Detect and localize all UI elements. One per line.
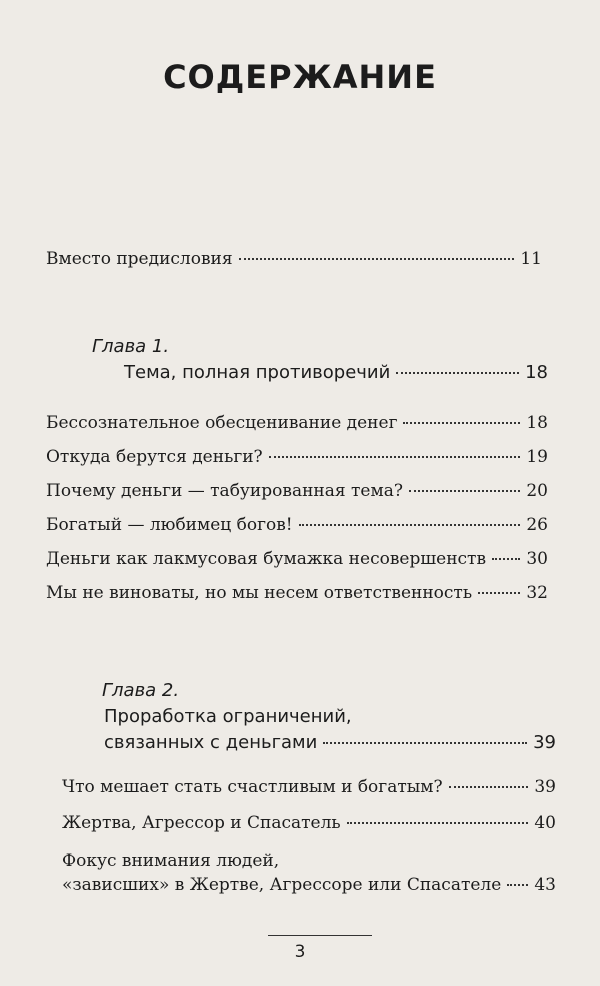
leader-dots xyxy=(323,742,527,744)
toc-entry-text: Почему деньги — табуированная тема? xyxy=(46,481,403,501)
chapter-1-label: Глава 1. xyxy=(92,336,170,357)
chapter-page: 18 xyxy=(525,362,548,383)
toc-entry xyxy=(46,446,548,468)
toc-entry xyxy=(62,874,556,896)
toc-entry xyxy=(62,812,556,834)
chapter-2-title-line1: Проработка ограничений, xyxy=(104,706,352,727)
leader-dots xyxy=(409,490,520,492)
toc-entry-text: Деньги как лакмусовая бумажка несовершенств xyxy=(46,549,487,569)
toc-entry xyxy=(62,776,556,798)
toc-entry xyxy=(46,582,548,604)
leader-dots xyxy=(449,786,529,788)
toc-entry-line1: Фокус внимания людей, xyxy=(62,851,280,871)
toc-entry xyxy=(46,480,548,502)
toc-entry-text: Жертва, Агрессор и Спасатель xyxy=(62,813,341,833)
toc-entry-page: 20 xyxy=(526,481,548,501)
toc-entry-page: 18 xyxy=(526,413,548,433)
toc-entry-page: 26 xyxy=(526,515,548,535)
leader-dots xyxy=(507,884,528,886)
leader-dots xyxy=(396,372,519,374)
leader-dots xyxy=(478,592,520,594)
toc-entry-page: 40 xyxy=(534,813,556,833)
chapter-page: 39 xyxy=(533,732,556,753)
chapter-title: Тема, полная противоречий xyxy=(124,362,391,383)
chapter-2-heading xyxy=(104,732,556,754)
toc-entry-page: 11 xyxy=(520,249,542,269)
toc-entry-text: Богатый — любимец богов! xyxy=(46,515,293,535)
toc-entry-intro xyxy=(46,248,542,270)
toc-entry-text: Откуда берутся деньги? xyxy=(46,447,263,467)
toc-entry-text: «зависших» в Жертве, Агрессоре или Спасателе xyxy=(62,875,502,895)
toc-entry xyxy=(46,548,548,570)
toc-entry-text: Мы не виноваты, но мы несем ответственность xyxy=(46,583,473,603)
footer-rule xyxy=(268,935,372,936)
toc-entry-text: Что мешает стать счастливым и богатым? xyxy=(62,777,443,797)
leader-dots xyxy=(347,822,529,824)
leader-dots xyxy=(239,258,515,260)
toc-entry-page: 30 xyxy=(526,549,548,569)
toc-entry xyxy=(46,412,548,434)
page-title: СОДЕРЖАНИЕ xyxy=(163,58,437,96)
leader-dots xyxy=(269,456,521,458)
chapter-title: связанных с деньгами xyxy=(104,732,318,753)
chapter-1-heading xyxy=(124,362,548,384)
chapter-2-label: Глава 2. xyxy=(102,680,180,701)
leader-dots xyxy=(492,558,520,560)
leader-dots xyxy=(403,422,520,424)
toc-entry-page: 19 xyxy=(526,447,548,467)
leader-dots xyxy=(299,524,521,526)
toc-entry-text: Бессознательное обесценивание денег xyxy=(46,413,398,433)
page-number: 3 xyxy=(294,942,306,962)
toc-entry xyxy=(46,514,548,536)
toc-entry-text: Вместо предисловия xyxy=(46,249,233,269)
toc-entry-page: 43 xyxy=(534,875,556,895)
toc-entry-page: 39 xyxy=(534,777,556,797)
toc-entry-page: 32 xyxy=(526,583,548,603)
